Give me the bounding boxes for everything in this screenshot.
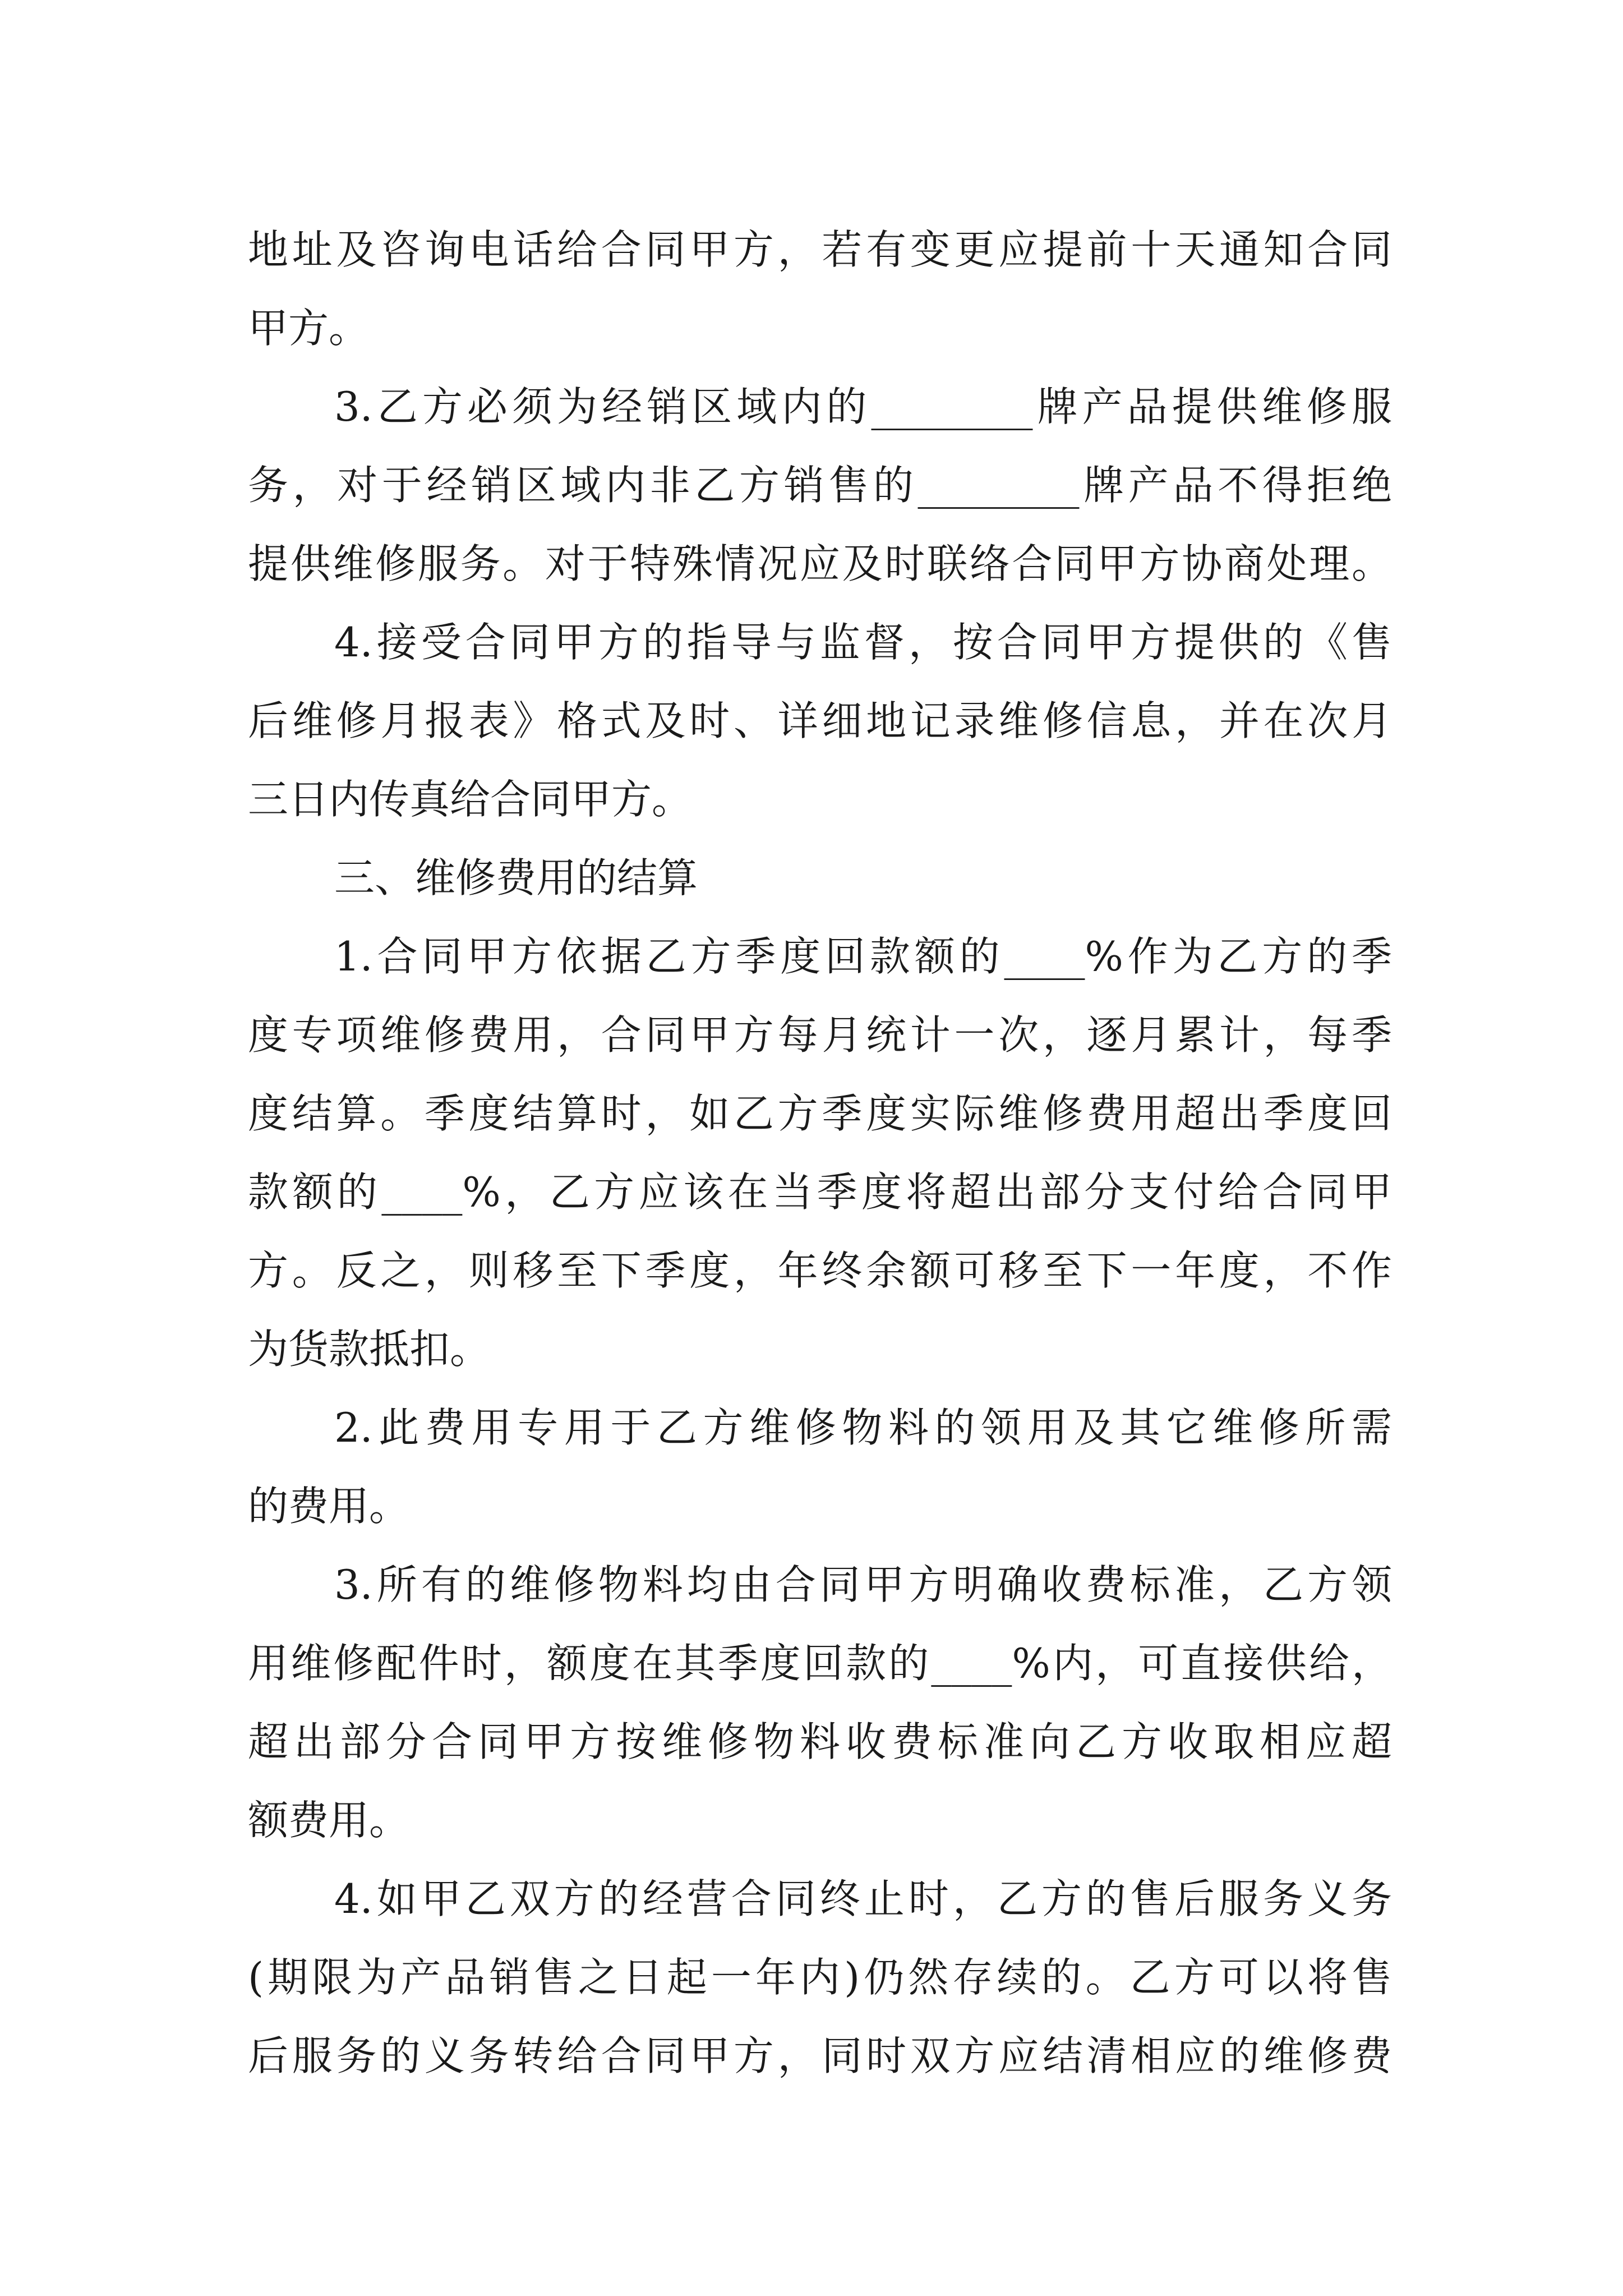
text-line: 后服务的义务转给合同甲方，同时双方应结清相应的维修费 — [248, 2032, 1392, 2079]
text-line: 3.所有的维修物料均由合同甲方明确收费标准，乙方领 — [334, 1561, 1392, 1608]
text-line: 3.乙方必须为经销区域内的________牌产品提供维修服 — [334, 383, 1392, 430]
text-line: 额费用。 — [248, 1797, 410, 1844]
text-line: 三日内传真给合同甲方。 — [248, 776, 693, 823]
text-line: 2.此费用专用于乙方维修物料的领用及其它维修所需 — [334, 1404, 1392, 1451]
text-line: 后维修月报表》格式及时、详细地记录维修信息，并在次月 — [248, 697, 1392, 744]
text-line: 度结算。季度结算时，如乙方季度实际维修费用超出季度回 — [248, 1090, 1392, 1137]
text-line: 超出部分合同甲方按维修物料收费标准向乙方收取相应超 — [248, 1718, 1392, 1765]
text-line: (期限为产品销售之日起一年内)仍然存续的。乙方可以将售 — [248, 1954, 1392, 2001]
text-line: 1.合同甲方依据乙方季度回款额的____%作为乙方的季 — [334, 933, 1392, 980]
text-line: 地址及咨询电话给合同甲方，若有变更应提前十天通知合同 — [248, 226, 1392, 273]
text-line: 4.接受合同甲方的指导与监督，按合同甲方提供的《售 — [334, 619, 1392, 666]
text-line: 用维修配件时，额度在其季度回款的____%内，可直接供给， — [248, 1640, 1392, 1687]
section-heading: 三、维修费用的结算 — [334, 854, 698, 901]
text-line: 的费用。 — [248, 1483, 410, 1530]
text-line: 甲方。 — [248, 305, 370, 352]
text-line: 提供维修服务。对于特殊情况应及时联络合同甲方协商处理。 — [248, 540, 1392, 587]
text-line: 4.如甲乙双方的经营合同终止时，乙方的售后服务义务 — [334, 1875, 1392, 1922]
text-line: 度专项维修费用，合同甲方每月统计一次，逐月累计，每季 — [248, 1011, 1392, 1059]
text-line: 务，对于经销区域内非乙方销售的________牌产品不得拒绝 — [248, 462, 1392, 509]
text-line: 款额的____%，乙方应该在当季度将超出部分支付给合同甲 — [248, 1168, 1392, 1216]
text-line: 为货款抵扣。 — [248, 1326, 491, 1373]
text-line: 方。反之，则移至下季度，年终余额可移至下一年度，不作 — [248, 1247, 1392, 1294]
